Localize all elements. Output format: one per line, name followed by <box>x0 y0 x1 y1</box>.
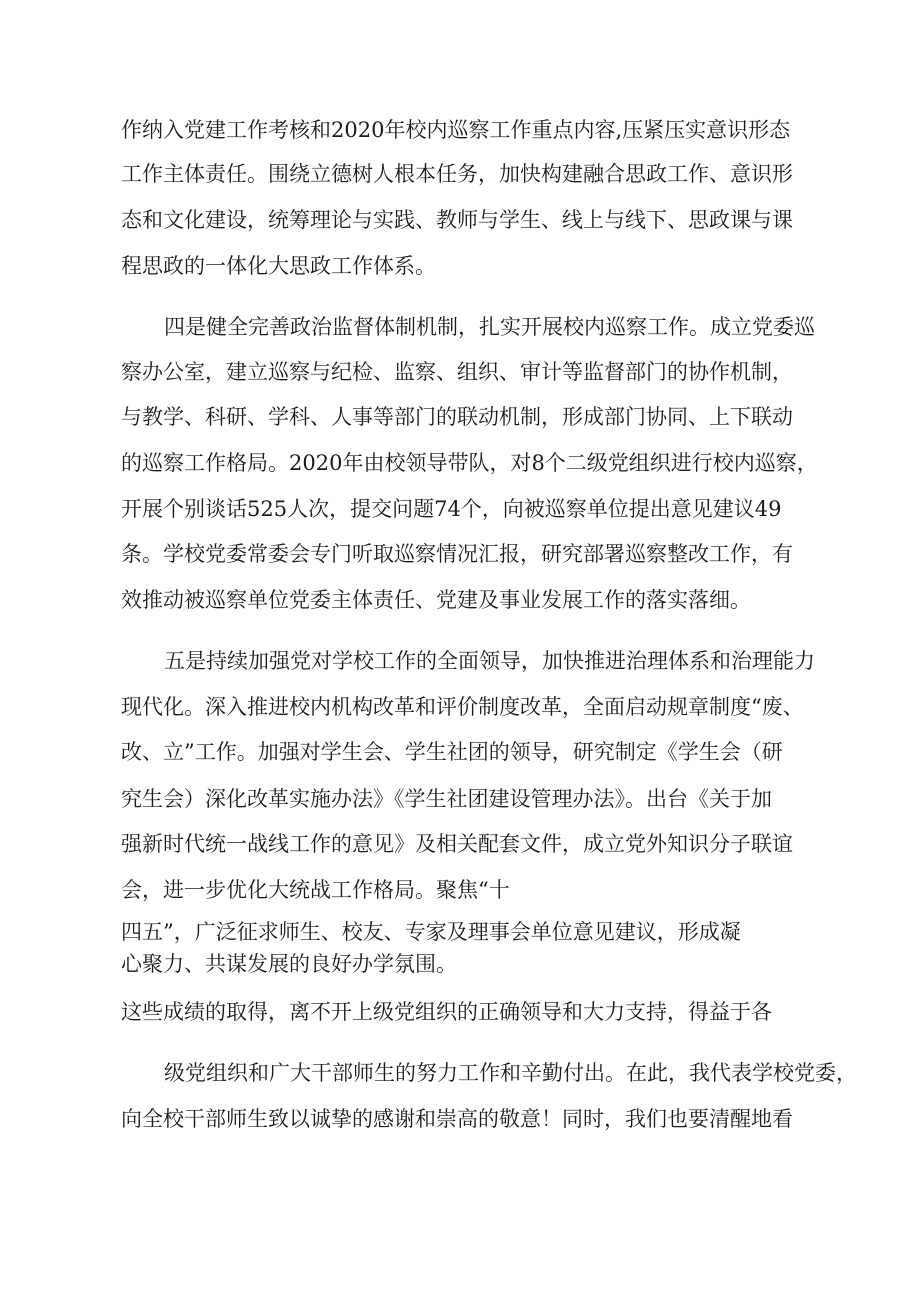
text-line: 改、立”工作。加强对学生会、学生社团的领导，研究制定《学生会（研 <box>121 740 783 764</box>
text-line: 察办公室，建立巡察与纪检、监察、组织、审计等监督部门的协作机制， <box>121 360 793 384</box>
text-line: 开展个别谈话525人次，提交问题74个，向被巡察单位提出意见建议49 <box>121 497 782 521</box>
text-line: 态和文化建设，统筹理论与实践、教师与学生、线上与线下、思政课与课 <box>121 208 793 232</box>
text-line: 向全校干部师生致以诚挚的感谢和崇高的敬意！同时，我们也要清醒地看 <box>121 1107 793 1131</box>
text-line: 的巡察工作格局。2020年由校领导带队，对8个二级党组织进行校内巡察， <box>121 451 818 475</box>
text-line: 心聚力、共谋发展的良好办学氛围。 <box>121 952 457 976</box>
paragraph-start-line: 四是健全完善政治监督体制机制，扎实开展校内巡察工作。成立党委巡 <box>164 315 815 339</box>
text-line: 四五”，广泛征求师生、校友、专家及理事会单位意见建议，形成凝 <box>121 920 741 944</box>
text-line: 效推动被巡察单位党委主体责任、党建及事业发展工作的落实落细。 <box>121 588 751 612</box>
text-line: 会，进一步优化大统战工作格局。聚焦“十 <box>121 878 510 902</box>
text-line: 现代化。深入推进校内机构改革和评价制度改革，全面启动规章制度“废、 <box>121 695 804 719</box>
text-line: 作纳入党建工作考核和2020年校内巡察工作重点内容,压紧压实意识形态 <box>121 118 791 142</box>
paragraph-start-line: 这些成绩的取得，离不开上级党组织的正确领导和大力支持，得益于各 <box>121 1000 772 1024</box>
text-line: 工作主体责任。围绕立德树人根本任务，加快构建融合思政工作、意识形 <box>121 162 793 186</box>
text-line: 与教学、科研、学科、人事等部门的联动机制，形成部门协同、上下联动 <box>121 405 793 429</box>
text-line: 程思政的一体化大思政工作体系。 <box>121 254 436 278</box>
text-line: 究生会）深化改革实施办法》《学生社团建设管理办法》。出台《关于加 <box>121 787 772 811</box>
text-line: 条。学校党委常委会专门听取巡察情况汇报，研究部署巡察整改工作，有 <box>121 542 793 566</box>
text-line: 级党组织和广大干部师生的努力工作和辛勤付出。在此，我代表学校党委， <box>164 1061 857 1085</box>
paragraph-start-line: 五是持续加强党对学校工作的全面领导，加快推进治理体系和治理能力 <box>164 649 815 673</box>
text-line: 强新时代统一战线工作的意见》及相关配套文件，成立党外知识分子联谊 <box>121 832 793 856</box>
